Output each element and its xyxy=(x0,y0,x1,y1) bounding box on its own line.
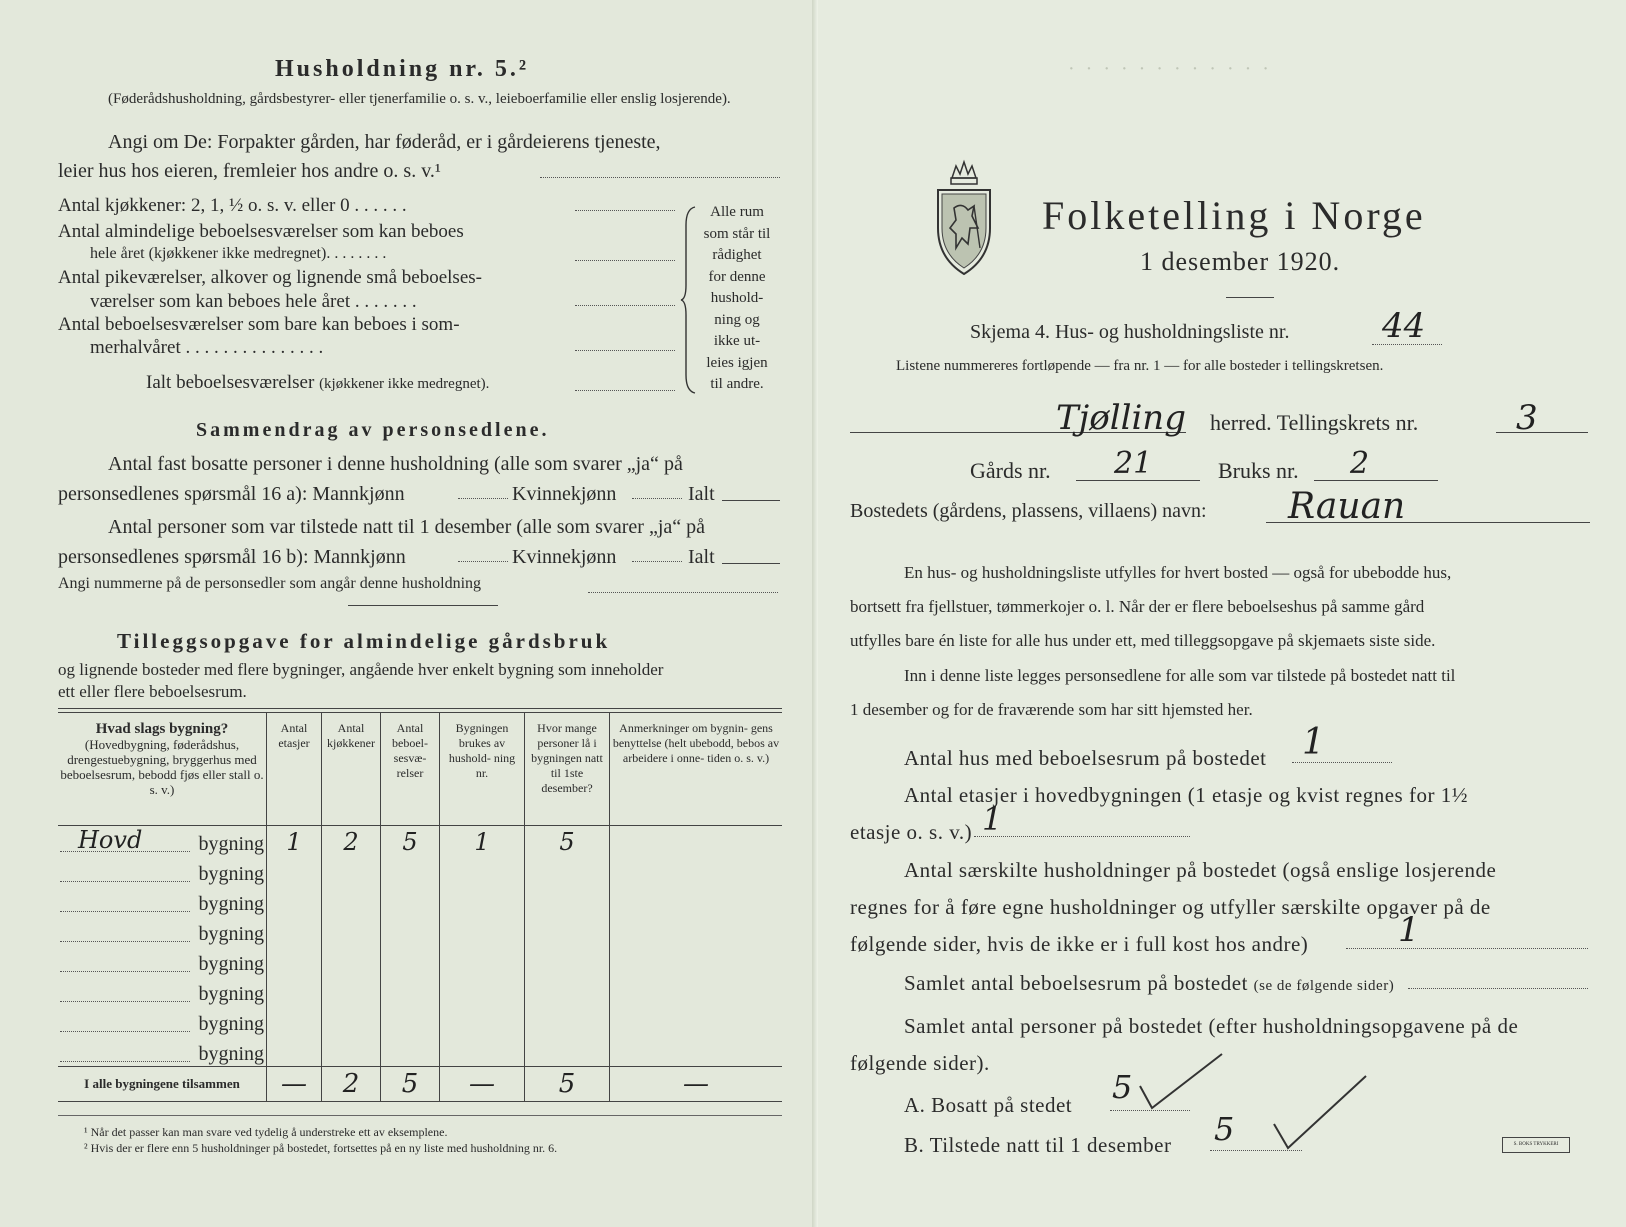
numbers-line: Angi nummerne på de personsedler som angår denne husholdning xyxy=(58,575,482,592)
building-type-cell xyxy=(58,946,267,976)
cell-persons xyxy=(525,886,610,916)
total-persons: 5 xyxy=(525,1067,610,1102)
table-row xyxy=(58,976,782,1006)
instruction-4: Inn i denne liste legges personsedlene for alle som var tilstede på bostedet natt til xyxy=(904,666,1456,685)
bruks-value: 2 xyxy=(1350,446,1370,481)
herred-value: Tjølling xyxy=(1056,398,1186,438)
building-type-cell xyxy=(58,976,267,1006)
instruction-3: utfylles bare én liste for alle hus under ett, med tilleggsopgave på skjemaets siste side. xyxy=(850,631,1436,650)
cell-kitchens xyxy=(322,916,381,946)
cell-rooms xyxy=(381,856,440,886)
col-floors: Antal etasjer xyxy=(267,713,322,826)
cell-kitchens xyxy=(322,856,381,886)
female-label-1: Kvinnekjønn xyxy=(512,483,617,505)
cell-persons: 5 xyxy=(525,826,610,857)
houses-label: Antal hus med beboelsesrum på bostedet xyxy=(904,746,1267,770)
schema-label: Skjema 4. Hus- og husholdningsliste nr. xyxy=(970,321,1290,343)
rooms-year-label-1: Antal almindelige beboelsesværelser som kan beboes xyxy=(58,221,464,242)
cell-household xyxy=(440,886,525,916)
cell-floors xyxy=(267,946,322,976)
maid-rooms-label-1: Antal pikeværelser, alkover og lignende små beboelses- xyxy=(58,267,482,288)
footnote-2: ² Hvis der er flere enn 5 husholdninger på bostedet, fortsettes på en ny liste med husholdning nr. 6. xyxy=(84,1141,558,1155)
building-suffix: bygning xyxy=(198,983,264,1005)
cell-kitchens xyxy=(322,946,381,976)
building-suffix: bygning xyxy=(198,893,264,915)
cell-remarks xyxy=(610,826,783,857)
cell-rooms xyxy=(381,886,440,916)
households-label-3: følgende sider, hvis de ikke er i full kost hos andre) xyxy=(850,932,1309,956)
building-type-cell xyxy=(58,916,267,946)
total-kitchens: 2 xyxy=(322,1067,381,1102)
buildings-table xyxy=(58,713,782,1102)
a-label: A. Bosatt på stedet xyxy=(904,1093,1073,1117)
summer-rooms-label-1: Antal beboelsesværelser som bare kan beboes i som- xyxy=(58,314,460,335)
cell-household: 1 xyxy=(440,826,525,857)
cell-remarks xyxy=(610,976,783,1006)
b-value: 5 xyxy=(1214,1110,1235,1148)
persons-total-label-2: følgende sider). xyxy=(850,1051,990,1075)
total-floors: — xyxy=(267,1067,322,1102)
total-rooms-label: Ialt beboelsesværelser xyxy=(146,372,315,393)
cell-persons xyxy=(525,976,610,1006)
building-type-cell xyxy=(58,856,267,886)
maid-rooms-label-2: værelser som kan beboes hele året . . . . . . . xyxy=(90,291,417,312)
households-label-2: regnes for å føre egne husholdninger og utfyller særskilte opgaver på de xyxy=(850,895,1491,919)
cell-rooms xyxy=(381,916,440,946)
cell-household xyxy=(440,946,525,976)
total-rooms: 5 xyxy=(381,1067,440,1102)
col-household: Bygningen brukes av hushold- ning nr. xyxy=(440,713,525,826)
rooms-total-note: (se de følgende sider) xyxy=(1253,978,1395,994)
total-label-1: Ialt xyxy=(688,483,715,505)
right-page: · · · · · · · · · · · · Folketelling i Norge 1 desember 1920. Skjema 4. Hus- og husholdningsliste nr. 44 Listene nummereres fortløpende — fra nr. 1 — for alle bosteder i tellingskretsen. Tjølling herred. Tellingskrets nr. 3 Gårds nr. 21 Bruks nr. 2 Bostedets (gårdens, plassens, villaens) navn: Rauan En hus- og husholdningsliste utfylles for hvert bosted — også for ubebodde hus, bortsett fra fjellstuer, tømmerkojer o. l. Når der er flere beboelseshus på samme gård utfylles bare én liste for alle hus under ett, med tilleggsopgave på skjemaets siste side. Inn i denne liste legges personsedlene for alle som var tilstede på bostedet natt til 1 desember og for de fraværende som har sitt hjemsted her. Antal hus med beboelsesrum på bostedet 1 Antal etasjer i hovedbygningen (1 etasje og kvist regnes for 1½ etasje o. s. v.) 1 Antal særskilte husholdninger på bostedet (også enslige losjerende regnes for å føre egne husholdninger og utfyller særskilte opgaver på de følgende sider, hvis de ikke er i full kost hos andre) 1 Samlet antal beboelsesrum på bostedet (se de følgende sider) Samlet antal personer på bostedet (efter husholdningsopgavene på de følgende sider). A. Bosatt på stedet 5 B. Tilstede natt til 1 desember 5 S. BOKS TRYKKERI xyxy=(818,0,1626,1227)
cell-household xyxy=(440,1036,525,1067)
cell-floors: 1 xyxy=(267,826,322,857)
building-suffix: bygning xyxy=(198,953,264,975)
bruks-label: Bruks nr. xyxy=(1218,458,1299,483)
building-suffix: bygning xyxy=(198,923,264,945)
female-label-2: Kvinnekjønn xyxy=(512,546,617,568)
building-suffix: bygning xyxy=(198,863,264,885)
cell-remarks xyxy=(610,856,783,886)
floors-value: 1 xyxy=(982,800,1003,838)
instruction-1: En hus- og husholdningsliste utfylles for hvert bosted — også for ubebodde hus, xyxy=(904,563,1452,582)
cell-persons xyxy=(525,1006,610,1036)
building-type-cell xyxy=(58,826,267,857)
building-type-cell xyxy=(58,1036,267,1067)
cell-household xyxy=(440,1006,525,1036)
cell-household xyxy=(440,976,525,1006)
summary-p1a: Antal fast bosatte personer i denne husholdning (alle som svarer „ja“ på xyxy=(108,453,683,475)
household-intro-note: (Føderådshusholdning, gårdsbestyrer- eller tjenerfamilie o. s. v., leieboerfamilie eller enslig losjerende). xyxy=(108,91,731,107)
bosted-value: Rauan xyxy=(1288,486,1406,527)
cell-floors xyxy=(267,886,322,916)
cell-kitchens xyxy=(322,1036,381,1067)
cell-floors xyxy=(267,916,322,946)
intro-line-2: leier hus hos eieren, fremleier hos andre o. s. v.¹ xyxy=(58,160,441,182)
col-persons: Hvor mange personer lå i bygningen natt til 1ste desember? xyxy=(525,713,610,826)
check-mark-icon xyxy=(1270,1072,1370,1152)
summary-title: Sammendrag av personsedlene. xyxy=(196,419,550,441)
brace-note: Alle rum som står til rådighet for denne hushold- ning og ikke ut- leies igjen til andre. xyxy=(703,204,771,392)
cell-remarks xyxy=(610,886,783,916)
cell-floors xyxy=(267,1006,322,1036)
cell-kitchens xyxy=(322,1006,381,1036)
households-value: 1 xyxy=(1398,910,1420,950)
summary-p2a: Antal personer som var tilstede natt til 1 desember (alle som svarer „ja“ på xyxy=(108,516,706,538)
cell-remarks xyxy=(610,1036,783,1067)
total-rooms-note: (kjøkkener ikke medregnet). xyxy=(319,376,490,392)
intro-line-1: Angi om De: Forpakter gården, har føderåd, er i gårdeierens tjeneste, xyxy=(108,131,661,153)
coat-of-arms-icon xyxy=(934,158,994,278)
col-remarks: Anmerkninger om bygnin- gens benyttelse (helt ubebodd, bebos av arbeidere i onne- tiden o. s. v.) xyxy=(612,721,780,765)
gards-value: 21 xyxy=(1114,446,1153,481)
cell-household xyxy=(440,856,525,886)
cell-rooms xyxy=(381,946,440,976)
supplement-text-2: ett eller flere beboelsesrum. xyxy=(58,682,247,701)
census-title: Folketelling i Norge xyxy=(1042,193,1426,238)
kitchens-label: Antal kjøkkener: 2, 1, ½ o. s. v. eller 0 . . . . . . xyxy=(58,195,407,216)
herred-label: herred. Tellingskrets nr. xyxy=(1210,410,1419,435)
census-date: 1 desember 1920. xyxy=(1140,247,1341,276)
col-rooms: Antal beboel- sesvæ- relser xyxy=(381,713,440,826)
building-suffix: bygning xyxy=(198,1013,264,1035)
numbering-note: Listene nummereres fortløpende — fra nr. 1 — for alle bosteder i tellingskretsen. xyxy=(896,358,1384,374)
cell-rooms xyxy=(381,1006,440,1036)
cell-kitchens xyxy=(322,886,381,916)
cell-floors xyxy=(267,1036,322,1067)
totals-label: I alle bygningene tilsammen xyxy=(58,1067,267,1102)
building-type-cell xyxy=(58,1006,267,1036)
houses-value: 1 xyxy=(1302,722,1325,763)
cell-remarks xyxy=(610,946,783,976)
b-label: B. Tilstede natt til 1 desember xyxy=(904,1133,1172,1157)
floors-label-2: etasje o. s. v.) xyxy=(850,820,973,844)
totals-row xyxy=(58,1067,782,1102)
supplement-text-1: og lignende bosteder med flere bygninger, angående hver enkelt bygning som inneholder xyxy=(58,660,664,679)
household-title: Husholdning nr. 5.² xyxy=(275,56,530,82)
table-row xyxy=(58,916,782,946)
summer-rooms-label-2: merhalvåret . . . . . . . . . . . . . . . xyxy=(90,337,324,358)
tellingskrets-value: 3 xyxy=(1516,398,1538,438)
table-row xyxy=(58,946,782,976)
rooms-year-label-2: hele året (kjøkkener ikke medregnet). . . . . . . . xyxy=(90,245,387,262)
supplement-title: Tilleggsopgave for almindelige gårdsbruk xyxy=(117,629,611,653)
col-kitchens: Antal kjøkkener xyxy=(322,713,381,826)
table-row xyxy=(58,856,782,886)
table-row xyxy=(58,1036,782,1067)
building-type-cell xyxy=(58,886,267,916)
table-row xyxy=(58,826,782,857)
cell-rooms xyxy=(381,1036,440,1067)
schema-value: 44 xyxy=(1382,306,1426,346)
instruction-2: bortsett fra fjellstuer, tømmerkojer o. l. Når der er flere beboelseshus på samme gård xyxy=(850,597,1425,616)
a-value: 5 xyxy=(1112,1068,1133,1106)
cell-rooms xyxy=(381,976,440,1006)
bosted-label: Bostedets (gårdens, plassens, villaens) navn: xyxy=(850,500,1207,522)
building-suffix: bygning xyxy=(198,833,264,855)
total-remarks: — xyxy=(610,1067,783,1102)
summary-p1b: personsedlenes spørsmål 16 a): Mannkjønn xyxy=(58,483,405,505)
gards-label: Gårds nr. xyxy=(970,458,1051,483)
rooms-total-label: Samlet antal beboelsesrum på bostedet xyxy=(904,971,1248,995)
cell-household xyxy=(440,916,525,946)
table-row xyxy=(58,1006,782,1036)
cell-floors xyxy=(267,856,322,886)
building-suffix: bygning xyxy=(198,1043,264,1065)
building-name: Hovd xyxy=(78,826,143,854)
cell-kitchens: 2 xyxy=(322,826,381,857)
summary-p2b: personsedlenes spørsmål 16 b): Mannkjønn xyxy=(58,546,406,568)
cell-remarks xyxy=(610,1006,783,1036)
cell-persons xyxy=(525,856,610,886)
table-row xyxy=(58,886,782,916)
households-label-1: Antal særskilte husholdninger på bostedet (også enslige losjerende xyxy=(904,858,1497,882)
cell-floors xyxy=(267,976,322,1006)
cell-remarks xyxy=(610,916,783,946)
floors-label: Antal etasjer i hovedbygningen (1 etasje og kvist regnes for 1½ xyxy=(904,783,1468,807)
cell-persons xyxy=(525,916,610,946)
total-label-2: Ialt xyxy=(688,546,715,568)
total-household: — xyxy=(440,1067,525,1102)
cell-rooms: 5 xyxy=(381,826,440,857)
cell-persons xyxy=(525,946,610,976)
cell-kitchens xyxy=(322,976,381,1006)
cell-persons xyxy=(525,1036,610,1067)
footnote-1: ¹ Når det passer kan man svare ved tydelig å understreke ett av eksemplene. xyxy=(84,1125,448,1139)
persons-total-label-1: Samlet antal personer på bostedet (efter husholdningsopgavene på de xyxy=(904,1014,1519,1038)
check-mark-icon xyxy=(1136,1050,1226,1110)
printer-stamp: S. BOKS TRYKKERI xyxy=(1502,1137,1570,1153)
instruction-5: 1 desember og for de fraværende som har sitt hjemsted her. xyxy=(850,700,1253,719)
col-building-type: Hvad slags bygning? (Hovedbygning, føderådshus, drengestuebygning, bryggerhus med beboelsesrum, bebodd fjøs eller stall o. s. v.) xyxy=(58,713,267,826)
